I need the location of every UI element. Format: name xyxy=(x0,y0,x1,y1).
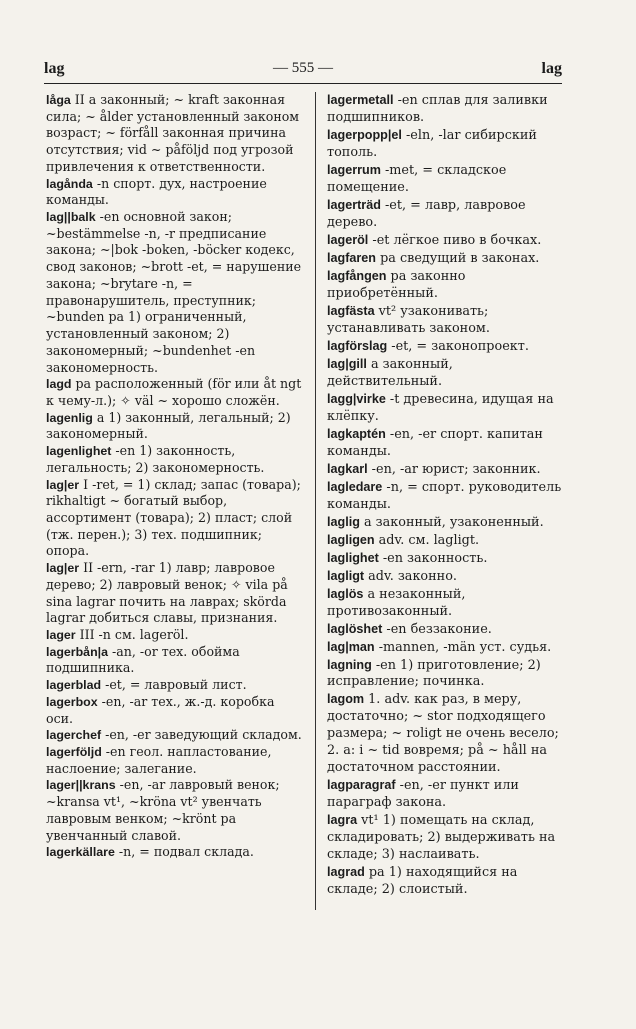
entry-definition: II -ern, -rar 1) лавр; лавровое дерево; 2) лавровый венок; ✧ vila på sina lagrar почить на лаврах; skörda lagrar добиться славы, признания. xyxy=(46,560,288,626)
entry-definition: a 1) законный, легальный; 2) закономерный. xyxy=(46,409,291,442)
entry-headword: lagra xyxy=(327,813,358,828)
entry-definition: 1. adv. как раз, в меру, достаточно; ~ stor подходящего размера; ~ roligt не очень весело; 2. a: i ~ tid вовремя; på ~ håll на достаточном расстоянии. xyxy=(327,692,559,776)
entry-headword: låga xyxy=(46,93,71,107)
dictionary-entry xyxy=(46,727,304,744)
dictionary-entry xyxy=(46,376,304,409)
dictionary-entry xyxy=(327,812,563,864)
entry-definition: vt¹ 1) помещать на склад, складировать; 2) выдерживать на складе; 3) наслаивать. xyxy=(327,813,556,863)
dictionary-entry xyxy=(327,338,563,356)
entry-headword: lag|gill xyxy=(327,356,367,371)
dictionary-entry xyxy=(327,391,563,426)
entry-headword: lagenlig xyxy=(46,410,93,425)
entry-definition: -en, -ar юрист; законник. xyxy=(367,461,541,477)
entry-definition: pa расположенный (för или åt ngt к чему-л.); ✧ väl ~ хорошо сложён. xyxy=(46,376,302,408)
entry-headword: lager xyxy=(46,628,76,642)
entry-headword: lagparagraf xyxy=(327,778,396,793)
dictionary-entry xyxy=(327,162,563,197)
entry-definition: -t древесина, идущая на клёпку. xyxy=(327,391,554,424)
entry-definition: a незаконный, противозаконный. xyxy=(327,586,466,619)
entry-definition: I -ret, = 1) склад; запас (товара); rikhaltigt ~ богатый выбор, ассортимент (товара); 2) пласт; слой (тж. перен.); 3) тех. подшипник; опора. xyxy=(46,476,301,559)
column-divider xyxy=(315,92,316,910)
entry-definition: II a законный; ~ kraft законная сила; ~ ålder установленный законом возраст; ~ förfåll законная причина отсутствия; vid ~ påföljd под угрозой привлечения к ответственности. xyxy=(46,92,300,174)
entry-headword: laglöshet xyxy=(327,621,383,636)
dictionary-entry xyxy=(46,744,304,777)
dictionary-entry xyxy=(46,209,304,376)
entry-definition: -en, -er пункт или параграф закона. xyxy=(327,778,519,811)
entry-headword: lagfången xyxy=(327,268,387,283)
entry-headword: lagermetall xyxy=(327,93,394,107)
dictionary-entry xyxy=(46,694,304,727)
dictionary-entry xyxy=(327,639,563,657)
entry-definition: -en, -er заведующий складом. xyxy=(101,727,302,743)
entry-definition: -et лёгкое пиво в бочках. xyxy=(368,232,542,248)
entry-definition: -n, = подвал склада. xyxy=(114,844,254,860)
dictionary-entry xyxy=(46,644,304,677)
dictionary-entry xyxy=(327,92,563,127)
entry-definition: -en 1) законность, легальность; 2) закономерность. xyxy=(46,443,265,475)
entry-headword: lagkaptén xyxy=(327,426,386,441)
dictionary-entry xyxy=(46,477,304,561)
entry-headword: lager||krans xyxy=(46,778,116,793)
entry-headword: lagerblad xyxy=(46,678,102,693)
entry-definition: -en 1) приготовление; 2) исправление; починка. xyxy=(327,657,541,690)
entry-definition: -et, = лавр, лавровое дерево. xyxy=(327,197,526,230)
dictionary-entry xyxy=(327,568,563,586)
entry-definition: -an, -or тех. обойма подшипника. xyxy=(46,643,240,676)
entry-headword: lag|man xyxy=(327,639,375,654)
entry-headword: lag|er xyxy=(46,477,80,492)
entry-headword: lagg|virke xyxy=(327,391,386,406)
dictionary-entry xyxy=(327,621,563,639)
dictionary-entry xyxy=(46,777,304,844)
dictionary-entry xyxy=(327,864,563,899)
entry-headword: lagerbox xyxy=(46,694,98,709)
entry-headword: lagerträd xyxy=(327,197,381,212)
entry-definition: -et, = лавровый лист. xyxy=(101,677,247,693)
entry-definition: -en, -ar тех., ж.-д. коробка оси. xyxy=(46,693,275,726)
dictionary-entry xyxy=(327,514,563,532)
dictionary-entry xyxy=(327,356,563,391)
entry-definition: adv. см. lagligt. xyxy=(374,532,480,548)
dictionary-entry xyxy=(327,532,563,550)
left-column xyxy=(46,92,304,861)
entry-headword: lagning xyxy=(327,657,372,672)
dictionary-entry xyxy=(327,586,563,621)
entry-definition: -n, = спорт. руководитель команды. xyxy=(327,479,562,512)
entry-definition: -en геол. напластование, наслоение; залегание. xyxy=(46,744,272,776)
entry-headword: lagom xyxy=(327,692,365,707)
entry-headword: lagkarl xyxy=(327,461,368,476)
entry-definition: a законный, узаконенный. xyxy=(359,514,544,530)
dictionary-entry xyxy=(327,657,563,692)
entry-definition: -en, -ar лавровый венок; ~kransa vt¹, ~kröna vt² увенчать лавровым венком; ~krönt pa увенчанный славой. xyxy=(46,777,280,843)
entry-definition: -met, = складское помещение. xyxy=(327,162,507,195)
entry-definition: adv. законно. xyxy=(364,568,457,584)
dictionary-entry xyxy=(327,461,563,479)
entry-headword: lagerbån|a xyxy=(46,644,109,659)
dictionary-entry xyxy=(46,176,304,209)
entry-definition: pa законно приобретённый. xyxy=(327,268,466,301)
entry-headword: lagfaren xyxy=(327,250,376,265)
dictionary-entry xyxy=(46,677,304,694)
entry-definition: -en беззаконие. xyxy=(382,621,492,637)
entry-headword: lagånda xyxy=(46,176,93,191)
entry-headword: lagligt xyxy=(327,568,365,583)
page-number: — 555 — xyxy=(273,60,333,76)
dictionary-entry xyxy=(46,443,304,476)
entry-headword: laglös xyxy=(327,586,364,601)
entry-definition: -en сплав для заливки подшипников. xyxy=(327,93,548,125)
entry-headword: lageröl xyxy=(327,232,369,247)
dictionary-entry xyxy=(327,250,563,268)
dictionary-entry xyxy=(46,627,304,644)
header-rule xyxy=(44,83,562,84)
entry-headword: laglighet xyxy=(327,550,379,565)
entry-headword: laglig xyxy=(327,514,360,529)
dictionary-entry xyxy=(46,92,304,176)
dictionary-entry xyxy=(327,426,563,461)
entry-definition: III -n см. lageröl. xyxy=(75,627,189,642)
entry-definition: -et, = законопроект. xyxy=(387,338,529,354)
entry-definition: -mannen, -män уст. судья. xyxy=(374,639,552,655)
dictionary-entry xyxy=(327,550,563,568)
dictionary-entry xyxy=(327,268,563,303)
dictionary-entry xyxy=(327,691,563,777)
entry-definition: pa 1) находящийся на складе; 2) слоистый. xyxy=(327,865,518,898)
dictionary-entry xyxy=(327,777,563,812)
header-left-guideword: lag xyxy=(44,60,65,77)
entry-headword: lagenlighet xyxy=(46,444,112,459)
entry-definition: -en, -er спорт. капитан команды. xyxy=(327,426,543,459)
entry-definition: vt² узаконивать; устанавливать законом. xyxy=(327,303,490,336)
entry-headword: lagd xyxy=(46,377,72,392)
entry-definition: -en основной закон; ~bestämmelse -n, -r предписание закона; ~|bok -boken, -böcker кодекс, свод законов; ~brott -et, = нарушение закона; ~brytare -n, = правонарушитель, преступник; ~bunden pa 1) ограниченный, установленный законом; 2) закономерный; ~bundenhet -en закономерность. xyxy=(46,209,302,375)
entry-headword: lagerföljd xyxy=(46,745,102,760)
entry-headword: lagerrum xyxy=(327,162,381,177)
right-column xyxy=(327,92,563,899)
entry-headword: lagfästa xyxy=(327,303,375,318)
dictionary-entry xyxy=(327,127,563,162)
entry-definition: -n спорт. дух, настроение команды. xyxy=(46,175,267,208)
entry-headword: lagledare xyxy=(327,479,383,494)
entry-headword: lagerpopp|el xyxy=(327,127,402,142)
dictionary-entry xyxy=(327,197,563,232)
entry-headword: lagligen xyxy=(327,532,375,547)
dictionary-entry xyxy=(46,844,304,861)
entry-headword: lag||balk xyxy=(46,210,96,225)
entry-headword: lagerchef xyxy=(46,728,102,743)
entry-headword: lagrad xyxy=(327,865,365,880)
entry-definition: -eln, -lar сибирский тополь. xyxy=(327,127,537,160)
page-header xyxy=(44,58,562,84)
header-right-guideword: lag xyxy=(541,60,562,77)
dictionary-entry xyxy=(327,232,563,250)
entry-definition: -en законность. xyxy=(378,550,488,566)
entry-headword: lagerkällare xyxy=(46,845,115,860)
dictionary-entry xyxy=(327,479,563,514)
entry-definition: a законный, действительный. xyxy=(327,356,453,389)
dictionary-entry xyxy=(46,410,304,443)
dictionary-entry xyxy=(327,303,563,338)
dictionary-entry xyxy=(46,560,304,627)
entry-headword: lagförslag xyxy=(327,338,388,353)
entry-definition: pa сведущий в законах. xyxy=(376,250,540,266)
entry-headword: lag|er xyxy=(46,561,80,576)
